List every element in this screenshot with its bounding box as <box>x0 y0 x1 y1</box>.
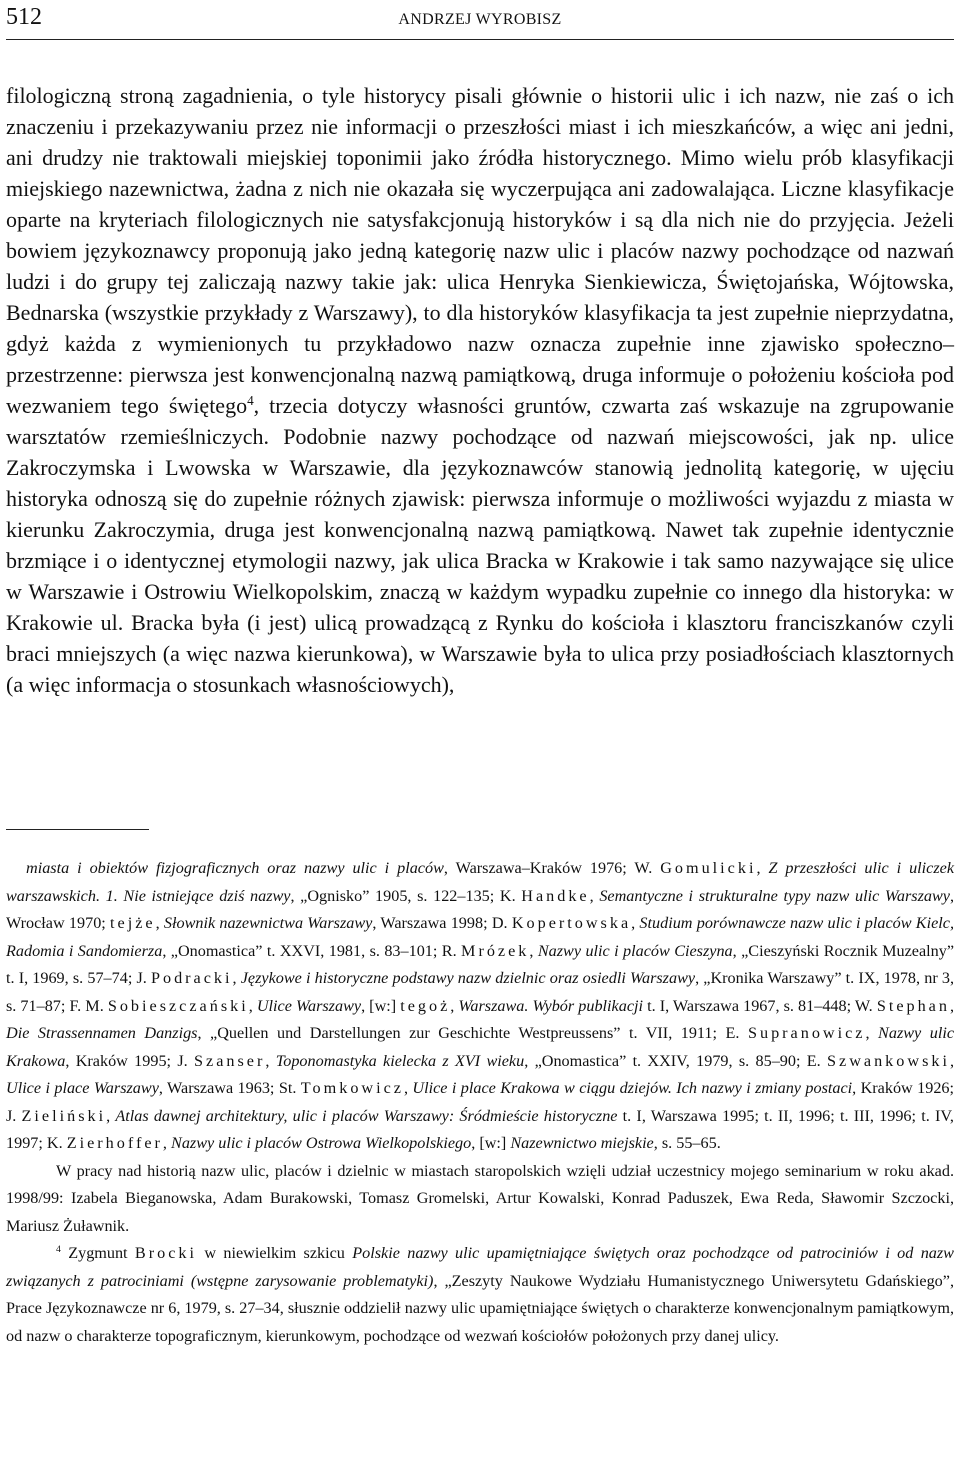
note-text: , <box>106 1106 116 1125</box>
footnote-number-4: 4 <box>56 1244 61 1256</box>
note-text: , <box>949 1051 955 1070</box>
footnote-separator <box>6 829 149 830</box>
title-text: miasta i obiektów fizjograficznych oraz nazwy ulic i placów <box>26 859 444 877</box>
title-text: Warszawa. Wybór publikacji <box>458 996 644 1015</box>
note-text: , <box>155 914 164 932</box>
author-name: Gomulicki <box>660 859 757 877</box>
body-paragraph <box>6 80 954 700</box>
title-text: Nazewnictwo miejskie <box>510 1134 654 1152</box>
author-name: Podracki <box>150 969 233 987</box>
note-text: , <box>162 1134 172 1152</box>
note-text: , <box>403 1079 413 1097</box>
note-text: , Warszawa–Kraków 1976; W. <box>443 859 661 877</box>
note-text: , <box>248 996 257 1015</box>
author-name: Zierhoffer <box>66 1134 163 1152</box>
title-text: Polskie nazwy ulic upamiętniające świętych oraz pochodzące od patrociniów i od nazw związanych z patrociniami (wstępne zarysowanie problematyki) <box>6 1244 954 1290</box>
header-rule <box>6 39 954 40</box>
author-name: Supranowicz <box>747 1024 866 1042</box>
title-text: Ulice i place Warszawy <box>6 1079 159 1097</box>
author-name: Brocki <box>134 1244 197 1262</box>
note-text: , Wrocław 1970; <box>6 886 955 932</box>
note-text: t. I, Warszawa 1995; t. II, 1996; t. III, 1996; t. IV, 1997; K. <box>6 1106 954 1152</box>
running-head: ANDRZEJ WYROBISZ <box>398 11 562 28</box>
title-text: Ulice Warszawy <box>256 996 362 1015</box>
note-text: Zygmunt <box>60 1244 135 1262</box>
note-text: , <box>949 996 955 1015</box>
author-name: tegoż <box>400 996 451 1015</box>
note-text: , <box>265 1051 276 1070</box>
note-text: , Kraków 1926; J. <box>6 1079 955 1125</box>
note-text: , [w:] <box>471 1134 511 1152</box>
note-text: , <box>450 996 459 1015</box>
note-text: , <box>865 1024 879 1042</box>
title-text: Studium porównawcze nazw ulic i placów Kielc, Radomia i Sandomierza <box>6 914 955 960</box>
author-name: tejże <box>110 914 156 932</box>
author-name: Handke <box>521 886 590 905</box>
footnote-ref-4[interactable]: 4 <box>247 393 254 409</box>
body-text: filologiczną stroną zagadnienia, o tyle historycy pisali głównie o historii ulic i ich nazw, nie zaś o ich znaczeniu i przekazywaniu przez nie informacji o przeszłości miast i ich mieszkańców, a więc ani jedni, ani drudzy nie traktowali miejskiej toponimii jako źródła historycznego. Mimo wielu prób klasyfikacji miejskiego nazewnictwa, żadna z nich nie okazała się wyczerpująca ani zadowalająca. Liczne klasyfikacje oparte na kryteriach filologicznych nie satysfakcjonują historyków i są dla nich nie do przyjęcia. Jeżeli bowiem językoznawcy proponują jako jedną kategorię nazw ulic i placów nazwy pochodzące od nazwań ludzi i do grupy tej zaliczają nazwy takie jak: ulica Henryka Sienkiewicza, Świętojańska, Wójtowska, Bednarska (wszystkie przykłady z Warszawy), to dla historyków klasyfikacja ta jest zupełnie nieprzydatna, gdyż każda z wymienionych tu przykładowo nazw oznacza zupełnie inne zjawisko społeczno–przestrzenne: pierwsza jest konwencjonalną nazwą pamiątkową, druga informuje o położeniu kościoła pod wezwaniem tego świętego <box>6 83 954 418</box>
title-text: Die Strassennamen Danzigs <box>6 1024 198 1042</box>
note-text: , „Onomastica” t. XXIV, 1979, s. 85–90; E. <box>524 1051 828 1070</box>
title-text: Słownik nazewnictwa Warszawy <box>163 914 373 932</box>
note-text: t. I, Warszawa 1967, s. 81–448; W. <box>643 996 877 1015</box>
title-text: Ulice i place Krakowa w ciągu dziejów. Ich nazwy i zmiany postaci <box>412 1079 853 1097</box>
note-text: , <box>756 859 769 877</box>
author-name: Sobieszczański <box>107 996 249 1015</box>
note-text: , „Cieszyński Rocznik Muzealny” t. I, 1969, s. 57–74; J. <box>6 941 955 987</box>
title-text: Nazwy ulic Krakowa <box>6 1024 954 1070</box>
note-text: , „Ognisko” 1905, s. 122–135; K. <box>290 886 522 905</box>
author-name: Szwankowski <box>827 1051 950 1070</box>
note-text: , <box>631 914 640 932</box>
note-text: , Kraków 1995; J. <box>65 1051 195 1070</box>
title-text: Językowe i historyczne podstawy nazw dzielnic oraz osiedli Warszawy <box>240 969 696 987</box>
title-text: Nazwy ulic i placów Ostrowa Wielkopolskiego <box>171 1134 472 1152</box>
note-text: , „Zeszyty Naukowe Wydziału Humanistycznego Uniwersytetu Gdańskiego”, Prace Językoznawcze nr 6, 1979, s. 27–34, słusznie oddzielił nazwy ulic upamiętniające świętych o charakterze konwencjonalnym pamiątkowym, od nazw o charakterze topograficznym, kierunkowym, pochodzące od wezwań kościołów położonych przy danej ulicy. <box>6 1271 954 1345</box>
page-header <box>6 4 954 34</box>
acknowledgement-note: W pracy nad historią nazw ulic, placów i dzielnic w miastach staropolskich wzięli udział uczestnicy mojego seminarium w roku akad. 1998/99: Izabela Bieganowska, Adam Burakowski, Tomasz Gromelski, Artur Kowalski, Konrad Paduszek, Ewa Reda, Sławomir Szczocki, Mariusz Żuławnik. <box>6 1161 954 1235</box>
title-text: Atlas dawnej architektury, ulic i placów Warszawy: Śródmieście historyczne <box>115 1106 618 1125</box>
note-text: , s. 55–65. <box>653 1134 721 1152</box>
author-name: Tomkowicz <box>300 1079 404 1097</box>
author-name: Stephan <box>876 996 950 1015</box>
note-text: , <box>529 941 538 960</box>
note-text: , <box>232 969 241 987</box>
title-text: Toponomastyka kielecka z XVI wieku <box>275 1051 525 1070</box>
author-name: Kopertowska <box>511 914 632 932</box>
author-name: Mrózek <box>461 941 530 960</box>
author-name: Szanser <box>194 1051 266 1070</box>
note-text: , „Kronika Warszawy” t. IX, 1978, nr 3, s. 71–87; F. M. <box>6 969 954 1015</box>
body-text-cont: , trzecia dotyczy własności gruntów, czwarta zaś wskazuje na zgrupowanie warsztatów rzemieślniczych. Podobnie nazwy pochodzące od nazwań miejscowości, jak np. ulice Zakroczymska i Lwowska w Warszawie, dla językoznawców stanowią jednolitą kategorię, w ujęciu historyka odnoszą się do zupełnie różnych zjawisk: pierwsza informuje o możliwości wyjazdu z miasta w kierunku Zakroczymia, druga jest konwencjonalną nazwą pamiątkową. Nawet tak zupełnie identycznie brzmiące i o identycznej etymologii nazwy, jak ulica Bracka w Krakowie i tak samo nazywające się ulice w Warszawie i Ostrowiu Wielkopolskim, znaczą w każdym wypadku zupełnie co innego dla historyka: w Krakowie ul. Bracka była (i jest) ulicą prowadzącą z Rynku do kościoła i klasztoru franciszkanów czyli braci mniejszych (a więc nazwa kierunkowa), w Warszawie była to ulica przy posiadłościach klasztornych (a więc informacja o stosunkach własnościowych), <box>6 393 954 697</box>
note-text: , „Quellen und Darstellungen zur Geschichte Westpreussens” t. VII, 1911; E. <box>197 1024 748 1042</box>
author-name: Zieliński <box>21 1106 107 1125</box>
note-text: , <box>589 886 600 905</box>
note-text: , „Onomastica” t. XXVI, 1981, s. 83–101; R. <box>162 941 462 960</box>
title-text: Semantyczne i strukturalne typy nazw ulic Warszawy <box>599 886 950 905</box>
note-text: , Warszawa 1963; St. <box>158 1079 301 1097</box>
footnote-4 <box>6 1240 954 1350</box>
footnote-3-continued <box>6 855 954 1158</box>
note-text: , [w:] <box>361 996 401 1015</box>
note-text: w niewielkim szkicu <box>196 1244 353 1262</box>
footnotes <box>6 855 954 1350</box>
page-number: 512 <box>6 4 42 30</box>
title-text: Z przeszłości ulic i uliczek warszawskich. 1. Nie istniejące dziś nazwy <box>6 859 955 905</box>
note-text: , Warszawa 1998; D. <box>372 914 512 932</box>
title-text: Nazwy ulic i placów Cieszyna <box>537 941 733 960</box>
